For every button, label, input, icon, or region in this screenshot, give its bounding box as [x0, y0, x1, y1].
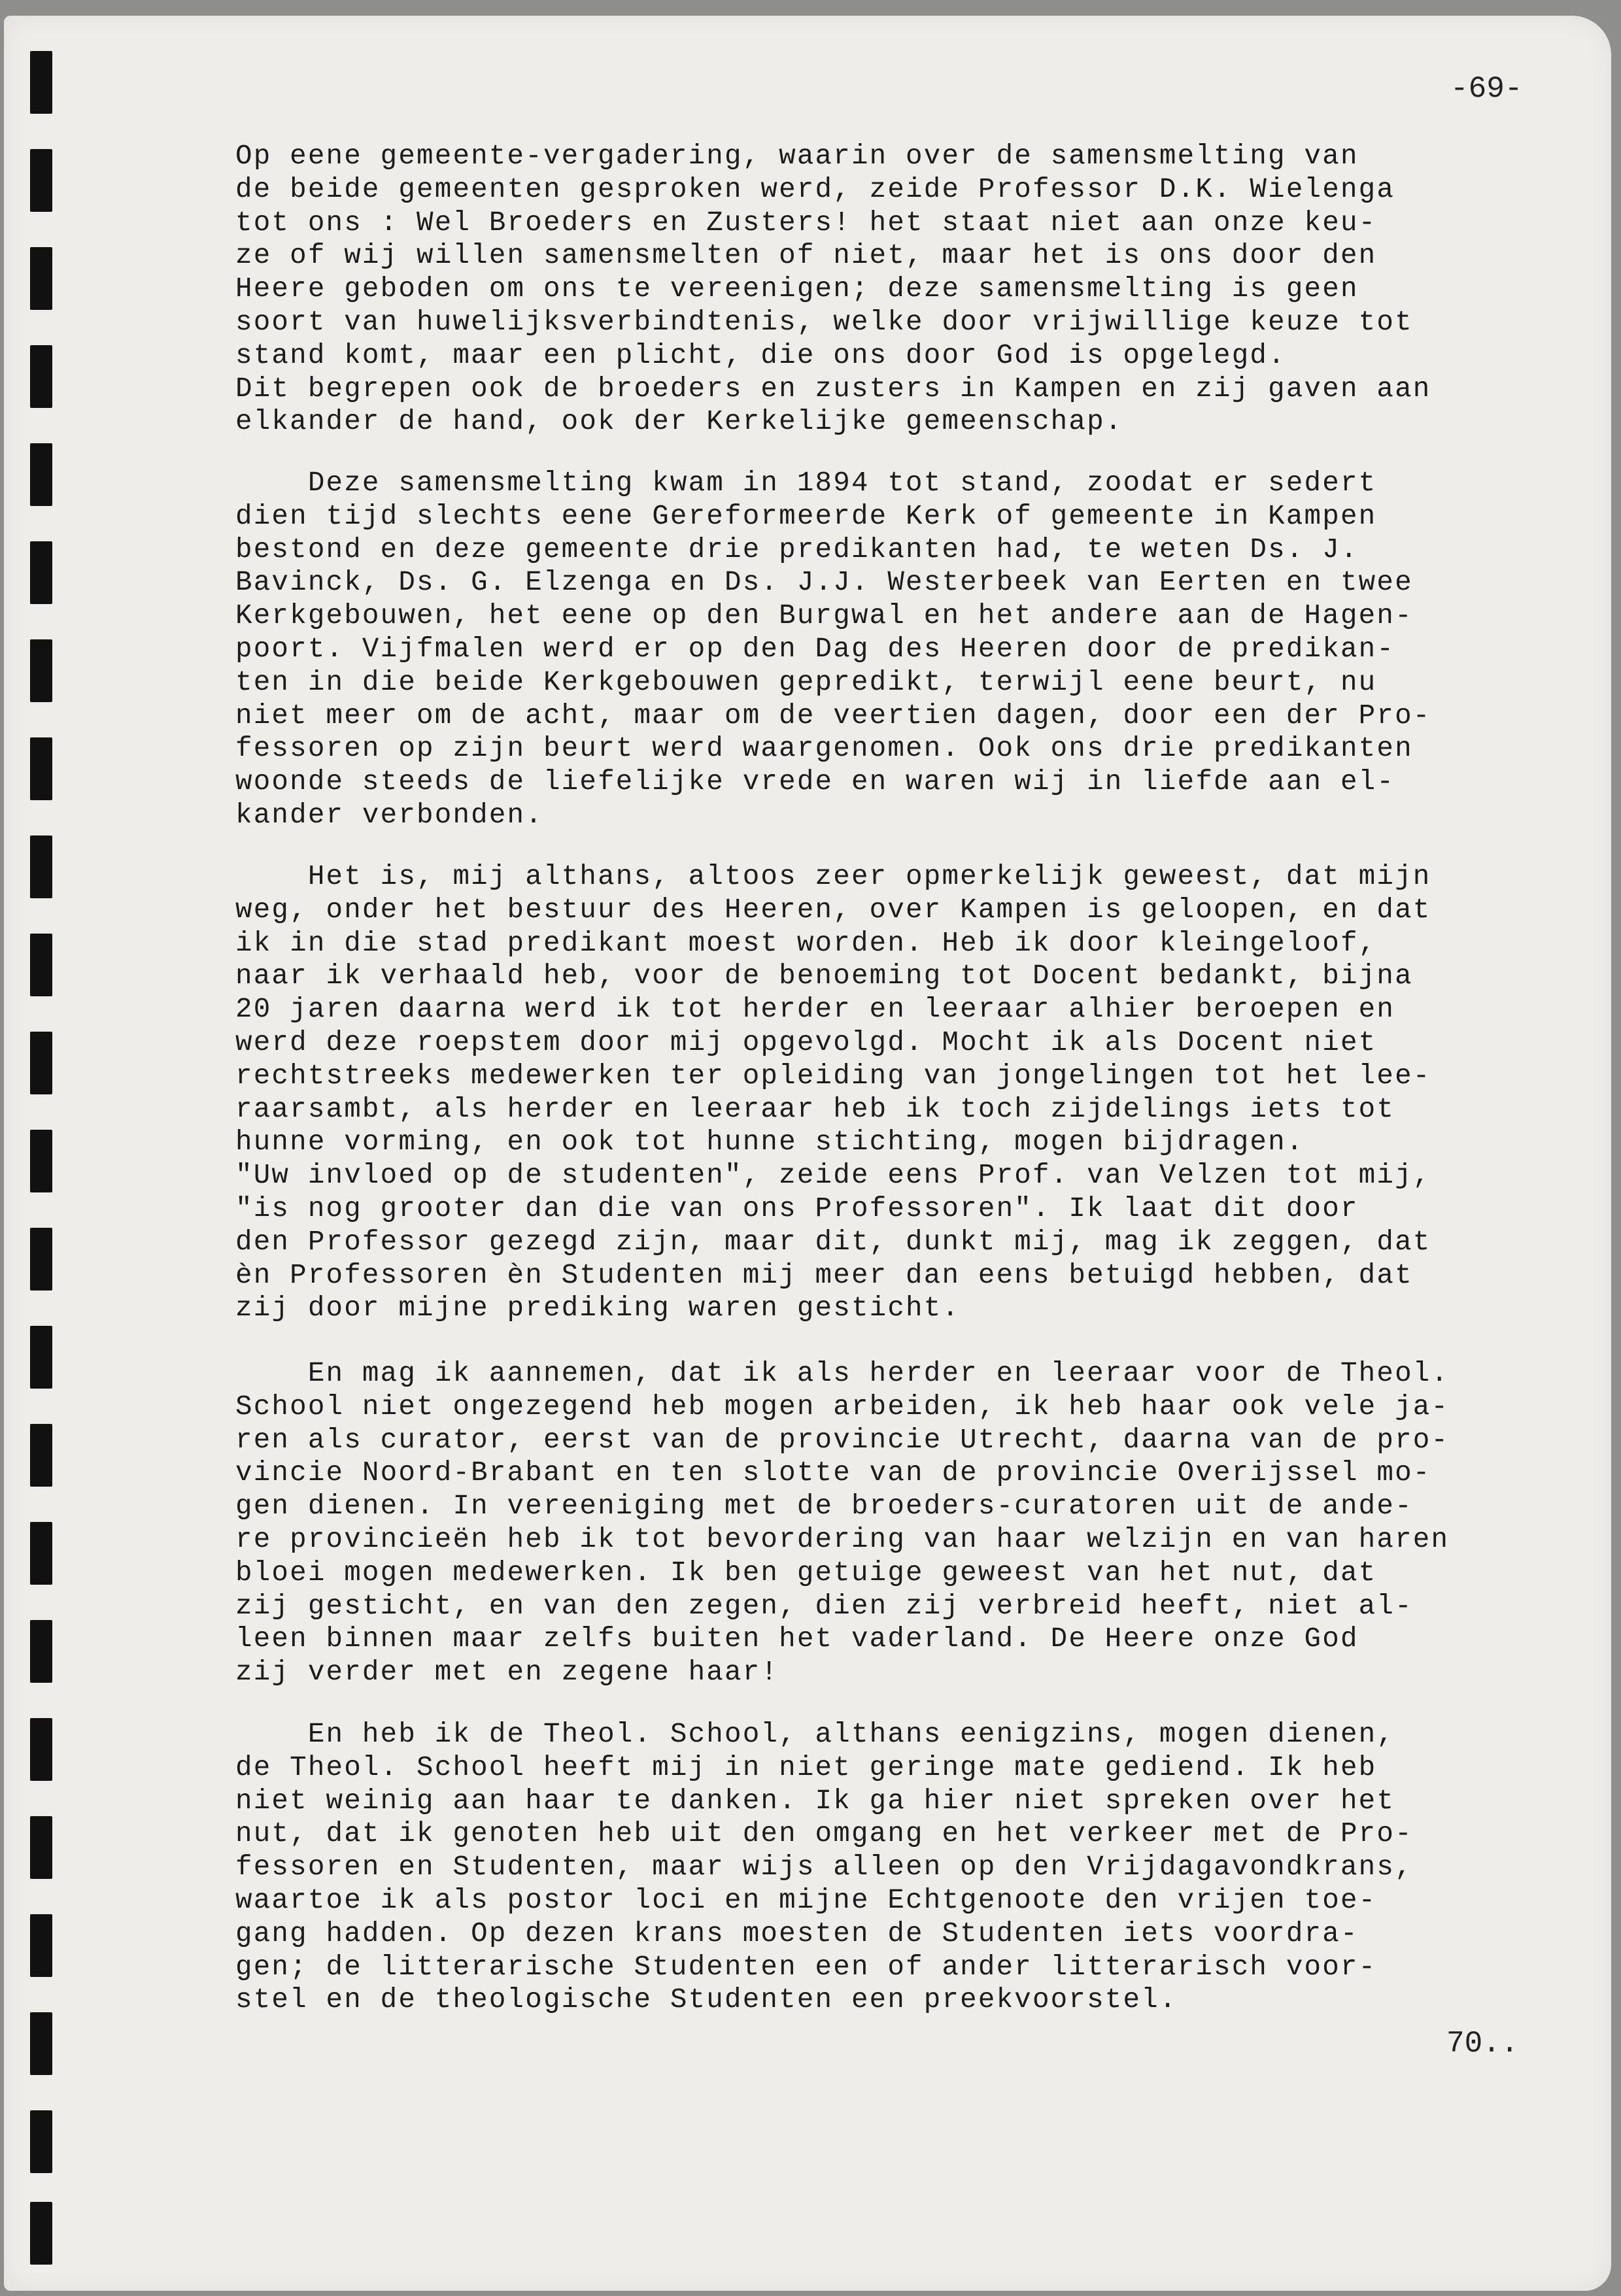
binder-hole: [30, 345, 52, 408]
paragraph-4: En mag ik aannemen, dat ik als herder en leeraar voor de Theol. School niet ongezegend heb mogen arbeiden, ik heb haar ook vele ja- ren als curator, eerst van de provincie Utrecht, daarna van de pro- vincie Noord-Brabant en ten slotte van de provincie Overijssel mo- gen dienen. In vereeniging met de broeders-curatoren uit de ande- re provincieën heb ik tot bevordering van haar welzijn en van haren bloei mogen medewerken. Ik ben getuige geweest van het nut, dat zij gesticht, en van den zegen, dien zij verbreid heeft, niet al- leen binnen maar zelfs buiten het vaderland. De Heere onze God zij verder met en zegene haar!: [235, 1358, 1450, 1689]
page-number: -69-: [1450, 72, 1523, 106]
binder-hole: [30, 2012, 52, 2075]
binder-hole: [30, 1620, 52, 1683]
paragraph-1: Op eene gemeente-vergadering, waarin over de samensmelting van de beide gemeenten gesproken werd, zeide Professor D.K. Wielenga tot ons : Wel Broeders en Zusters! het staat niet aan onze keu- ze of wij willen samensmelten of niet, maar het is ons door den Heere geboden om ons te vereenigen; deze samensmelting is geen soort van huwelijksverbindtenis, welke door vrijwillige keuze tot stand komt, maar een plicht, die ons door God is opgelegd. Dit begrepen ook de broeders en zusters in Kampen en zij gaven aan elkander de hand, ook der Kerkelijke gemeenschap.: [235, 141, 1431, 438]
binder-hole: [30, 2110, 52, 2173]
continuation-marker: 70..: [1446, 2027, 1519, 2061]
binder-hole: [30, 2202, 52, 2265]
binder-hole: [30, 1228, 52, 1291]
binder-hole: [30, 639, 52, 702]
binder-hole: [30, 1032, 52, 1094]
binder-hole: [30, 541, 52, 604]
binder-hole: [30, 1326, 52, 1389]
binder-hole: [30, 1816, 52, 1879]
paragraph-5: En heb ik de Theol. School, althans eenigzins, mogen dienen, de Theol. School heeft mij in niet geringe mate gediend. Ik heb niet weinig aan haar te danken. Ik ga hier niet spreken over het nut, dat ik genoten heb uit den omgang en het verkeer met de Pro- fessoren en Studenten, maar wijs alleen op den Vrijdagavondkrans, waartoe ik als postor loci en mijne Echtgenoote den vrijen toe- gang hadden. Op dezen krans moesten de Studenten iets voordra- gen; de litterarische Studenten een of ander litterarisch voor- stel en de theologische Studenten een preekvoorstel.: [235, 1719, 1413, 2016]
binder-hole: [30, 1718, 52, 1781]
binder-hole: [30, 247, 52, 310]
binder-hole: [30, 1914, 52, 1977]
binder-hole: [30, 934, 52, 996]
paragraph-2: Deze samensmelting kwam in 1894 tot stand, zoodat er sedert dien tijd slechts eene Gereformeerde Kerk of gemeente in Kampen bestond en deze gemeente drie predikanten had, te weten Ds. J. Bavinck, Ds. G. Elzenga en Ds. J.J. Westerbeek van Eerten en twee Kerkgebouwen, het eene op den Burgwal en het andere aan de Hagen- poort. Vijfmalen werd er op den Dag des Heeren door de predikan- ten in die beide Kerkgebouwen gepredikt, terwijl eene beurt, nu niet meer om de acht, maar om de veertien dagen, door een der Pro- fessoren op zijn beurt werd waargenomen. Ook ons drie predikanten woonde steeds de liefelijke vrede en waren wij in liefde aan el- kander verbonden.: [235, 467, 1431, 831]
binder-hole: [30, 836, 52, 898]
binder-hole: [30, 443, 52, 506]
binder-hole: [30, 1522, 52, 1585]
binder-hole: [30, 737, 52, 800]
binder-hole: [30, 1130, 52, 1192]
document-page: [4, 16, 1611, 2291]
binder-hole: [30, 51, 52, 114]
paragraph-3: Het is, mij althans, altoos zeer opmerkelijk geweest, dat mijn weg, onder het bestuur des Heeren, over Kampen is geloopen, en dat ik in die stad predikant moest worden. Heb ik door kleingeloof, naar ik verhaald heb, voor de benoeming tot Docent bedankt, bijna 20 jaren daarna werd ik tot herder en leeraar alhier beroepen en werd deze roepstem door mij opgevolgd. Mocht ik als Docent niet rechtstreeks medewerken ter opleiding van jongelingen tot het lee- raarsambt, als herder en leeraar heb ik toch zijdelings iets tot hunne vorming, en ook tot hunne stichting, mogen bijdragen. "Uw invloed op de studenten", zeide eens Prof. van Velzen tot mij, "is nog grooter dan die van ons Professoren". Ik laat dit door den Professor gezegd zijn, maar dit, dunkt mij, mag ik zeggen, dat èn Professoren èn Studenten mij meer dan eens betuigd hebben, dat zij door mijne prediking waren gesticht.: [235, 861, 1431, 1325]
binder-hole: [30, 149, 52, 212]
binder-hole: [30, 1424, 52, 1487]
